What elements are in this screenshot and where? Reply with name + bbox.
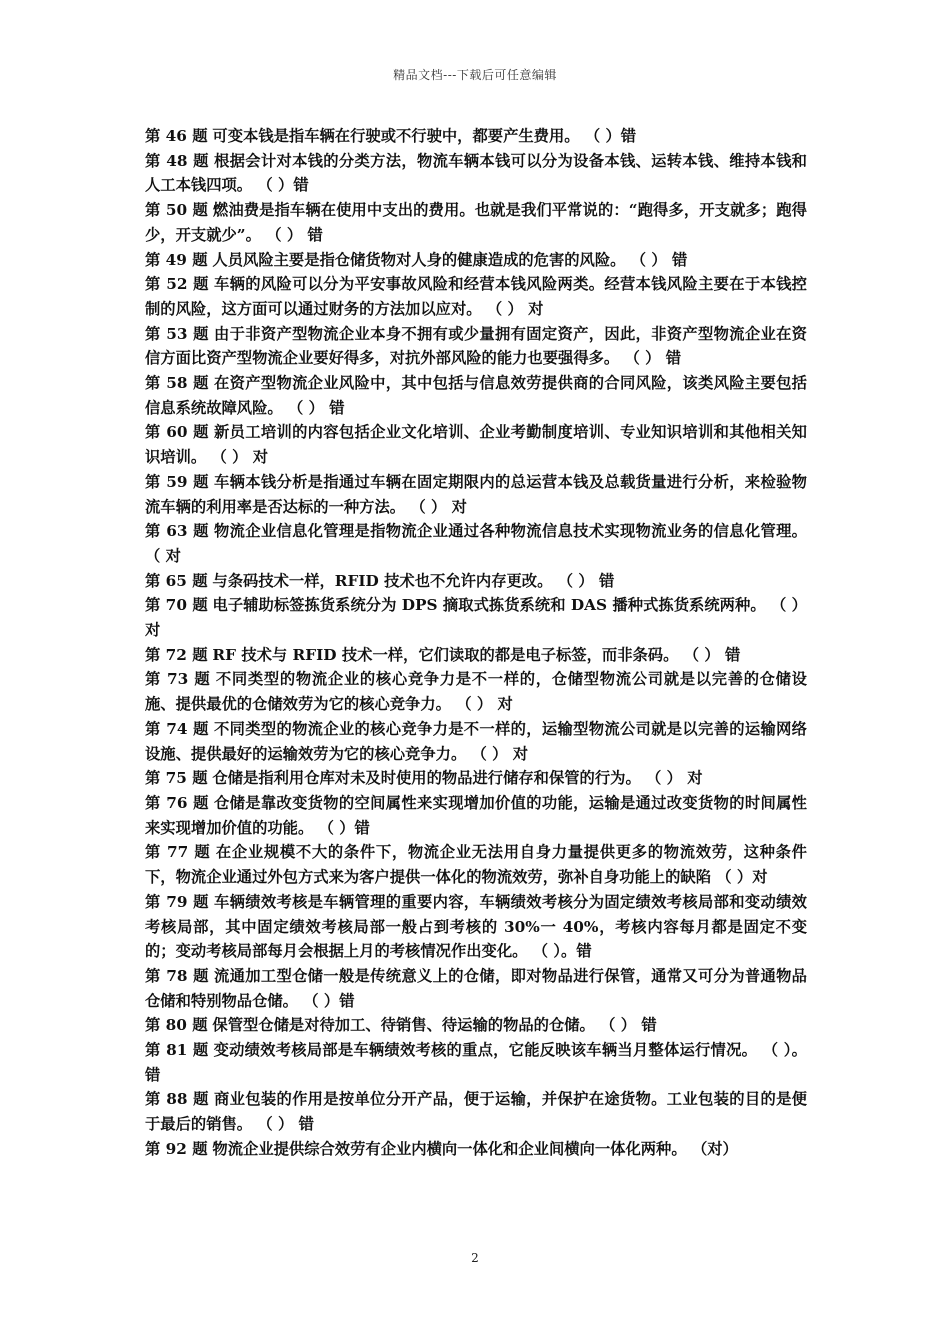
question-number: 第 70 题 (145, 596, 208, 615)
question-number: 第 78 题 (145, 966, 209, 985)
question-number: 第 50 题 (145, 201, 208, 220)
question-item (145, 593, 807, 642)
question-number: 第 58 题 (145, 374, 209, 393)
question-number: 第 75 题 (145, 769, 208, 788)
question-item (145, 1038, 807, 1087)
question-text: 与条码技术一样，RFID 技术也不允许内存更改。 （ ） 错 (212, 571, 615, 590)
question-text: 电子辅助标签拣货系统分为 DPS 摘取式拣货系统和 DAS 播种式拣货系统两种。 （ ） 对 (145, 596, 807, 640)
question-text: RF 技术与 RFID 技术一样，它们读取的都是电子标签，而非条码。 （ ） 错 (212, 645, 741, 664)
question-text: 可变本钱是指车辆在行驶或不行驶中，都要产生费用。 （ ）错 (212, 127, 637, 145)
question-item (145, 198, 807, 247)
question-item (145, 519, 807, 568)
question-number: 第 77 题 (145, 843, 211, 862)
question-number: 第 48 题 (145, 151, 209, 170)
question-item (145, 1013, 807, 1038)
question-number: 第 79 题 (145, 892, 209, 911)
question-text: 仓储是靠改变货物的空间属性来实现增加价值的功能，运输是通过改变货物的时间属性来实现增加价值的功能。 （ ）错 (145, 793, 807, 837)
question-text: 车辆绩效考核是车辆管理的重要内容，车辆绩效考核分为固定绩效考核局部和变动绩效考核局部，其中固定绩效考核局部一般占到考核的 30%一 40%，考核内容每月都是固定不变的；变动考核局部每月会根据上月的考核情况作出变化。 （ ）。错 (145, 892, 807, 961)
question-number: 第 49 题 (145, 250, 208, 269)
question-item (145, 149, 807, 198)
question-number: 第 73 题 (145, 670, 211, 689)
question-item (145, 371, 807, 420)
question-number: 第 76 题 (145, 793, 209, 812)
question-item (145, 272, 807, 321)
question-text: 在资产型物流企业风险中，其中包括与信息效劳提供商的合同风险，该类风险主要包括信息系统故障风险。 （ ） 错 (145, 374, 807, 417)
question-item (145, 1087, 807, 1136)
question-text: 不同类型的物流企业的核心竞争力是不一样的，仓储型物流公司就是以完善的仓储设施、提供最优的仓储效劳为它的核心竞争力。 （ ） 对 (145, 670, 807, 714)
question-item (145, 322, 807, 371)
question-item (145, 667, 807, 716)
question-number: 第 60 题 (145, 423, 209, 442)
question-number: 第 46 题 (145, 127, 208, 145)
question-item (145, 470, 807, 519)
question-item (145, 717, 807, 766)
question-text: 由于非资产型物流企业本身不拥有或少量拥有固定资产，因此，非资产型物流企业在资信方面比资产型物流企业要好得多，对抗外部风险的能力也要强得多。 （ ） 错 (145, 324, 807, 368)
question-text: 燃油费是指车辆在使用中支出的费用。也就是我们平常说的：“跑得多，开支就多；跑得少，开支就少”。 （ ） 错 (145, 201, 807, 244)
question-item (145, 1137, 807, 1162)
question-text: 车辆本钱分析是指通过车辆在固定期限内的总运营本钱及总载货量进行分析，来检验物流车辆的利用率是否达标的一种方法。 （ ） 对 (145, 472, 807, 516)
question-number: 第 63 题 (145, 522, 209, 541)
question-number: 第 74 题 (145, 719, 209, 738)
question-item (145, 124, 807, 149)
question-text: 人员风险主要是指仓储货物对人身的健康造成的危害的风险。 （ ） 错 (212, 250, 688, 269)
question-number: 第 72 题 (145, 645, 208, 664)
question-text: 变动绩效考核局部是车辆绩效考核的重点，它能反映该车辆当月整体运行情况。 （ ）。 错 (145, 1041, 807, 1084)
question-item (145, 840, 807, 889)
question-text: 物流企业信息化管理是指物流企业通过各种物流信息技术实现物流业务的信息化管理。 （ 对 (145, 522, 807, 565)
question-item (145, 569, 807, 594)
question-item (145, 420, 807, 469)
question-text: 车辆的风险可以分为平安事故风险和经营本钱风险两类。经营本钱风险主要在于本钱控制的风险，这方面可以通过财务的方法加以应对。 （ ） 对 (145, 275, 807, 318)
question-text: 在企业规模不大的条件下，物流企业无法用自身力量提供更多的物流效劳，这种条件下，物流企业通过外包方式来为客户提供一体化的物流效劳，弥补自身功能上的缺陷 （ ）对 (145, 843, 807, 887)
question-item (145, 791, 807, 840)
question-text: 商业包装的作用是按单位分开产品，便于运输，并保护在途货物。工业包装的目的是便于最后的销售。 （ ） 错 (145, 1090, 807, 1134)
question-number: 第 92 题 (145, 1139, 208, 1158)
question-list (145, 124, 807, 1162)
question-text: 新员工培训的内容包括企业文化培训、企业考勤制度培训、专业知识培训和其他相关知识培训。 （ ） 对 (145, 423, 807, 467)
question-item (145, 890, 807, 964)
page-header: 精品文档---下载后可任意编辑 (393, 68, 557, 82)
question-number: 第 88 题 (145, 1090, 209, 1109)
question-number: 第 52 题 (145, 275, 209, 294)
question-text: 根据会计对本钱的分类方法，物流车辆本钱可以分为设备本钱、运转本钱、维持本钱和人工本钱四项。 （ ）错 (145, 151, 807, 195)
question-text: 不同类型的物流企业的核心竞争力是不一样的，运输型物流公司就是以完善的运输网络设施、提供最好的运输效劳为它的核心竞争力。 （ ） 对 (145, 719, 807, 763)
page-number: 2 (471, 1251, 479, 1265)
question-item (145, 248, 807, 273)
question-text: 流通加工型仓储一般是传统意义上的仓储，即对物品进行保管，通常又可分为普通物品仓储和特别物品仓储。 （ ）错 (145, 966, 807, 1010)
question-text: 保管型仓储是对待加工、待销售、待运输的物品的仓储。 （ ） 错 (212, 1016, 657, 1035)
question-item (145, 964, 807, 1013)
question-number: 第 53 题 (145, 324, 209, 343)
question-item (145, 766, 807, 791)
question-number: 第 81 题 (145, 1041, 209, 1060)
question-number: 第 80 题 (145, 1016, 208, 1035)
question-number: 第 65 题 (145, 571, 208, 590)
question-text: 物流企业提供综合效劳有企业内横向一体化和企业间横向一体化两种。 （对） (212, 1139, 738, 1158)
question-number: 第 59 题 (145, 472, 209, 491)
question-text: 仓储是指利用仓库对未及时使用的物品进行储存和保管的行为。 （ ） 对 (212, 769, 703, 788)
question-item (145, 643, 807, 668)
